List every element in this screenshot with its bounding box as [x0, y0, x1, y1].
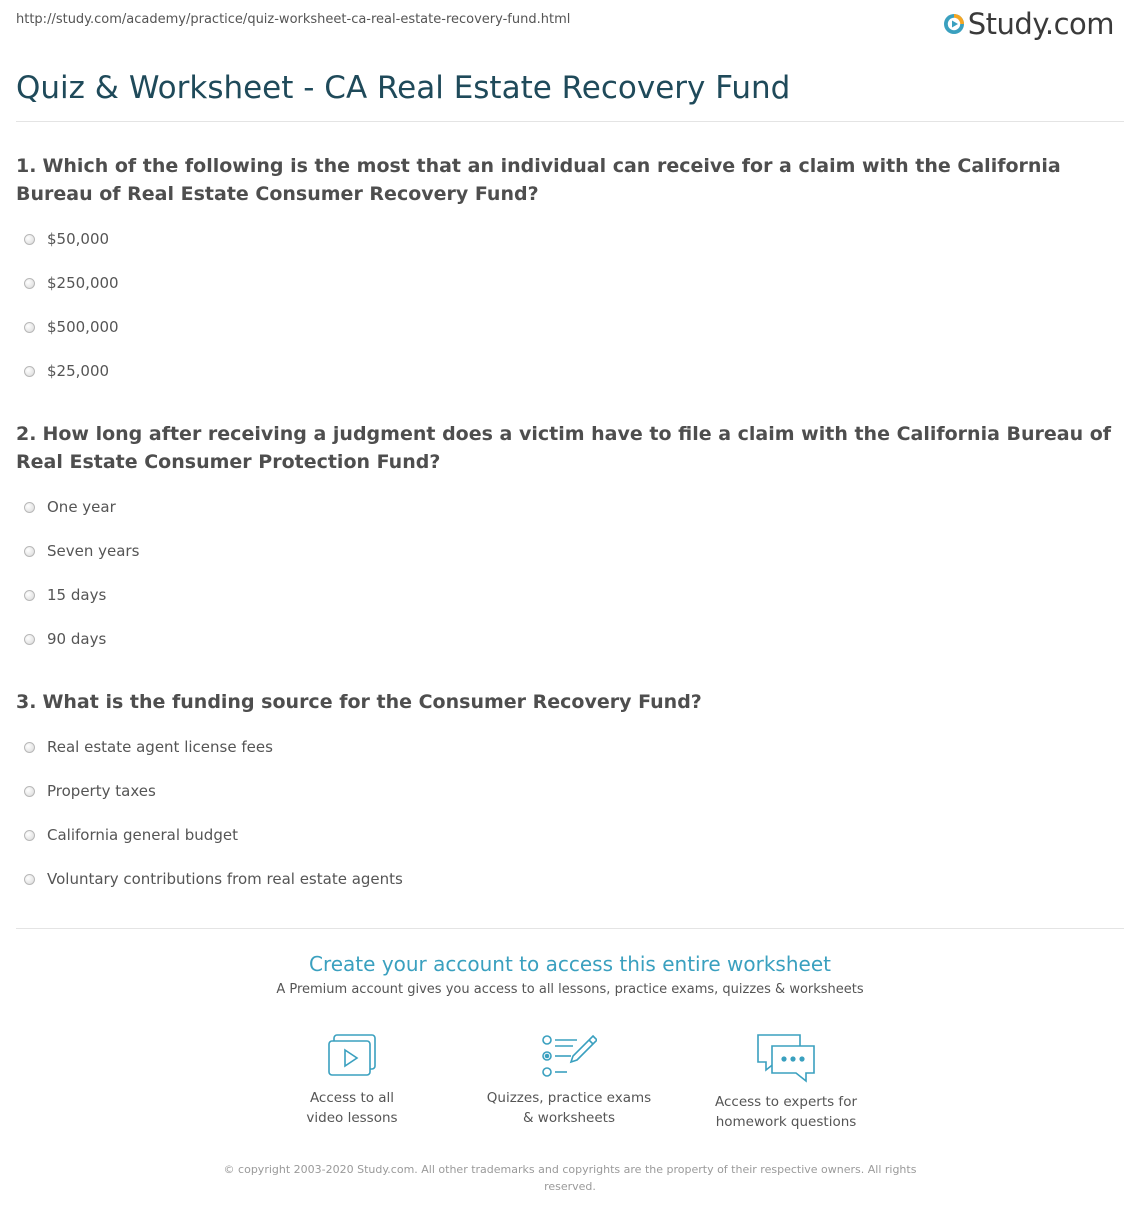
radio-button[interactable]: [24, 278, 35, 289]
feature-video-lessons: [257, 1032, 447, 1128]
study-logo[interactable]: [943, 6, 1114, 42]
question-body: What is the funding source for the Consumer Recovery Fund?: [42, 691, 702, 713]
question-1: [16, 152, 1128, 393]
answer-option[interactable]: [16, 857, 1128, 901]
answer-label: $50,000: [47, 230, 110, 248]
question-text: [16, 688, 1128, 716]
answer-option[interactable]: [16, 529, 1128, 573]
radio-button[interactable]: [24, 546, 35, 557]
answer-option[interactable]: [16, 769, 1128, 813]
radio-button[interactable]: [24, 742, 35, 753]
answer-label: $250,000: [47, 274, 119, 292]
answer-option[interactable]: [16, 349, 1128, 393]
video-lessons-icon: [326, 1032, 378, 1080]
play-logo-icon: [943, 13, 965, 35]
answer-label: Property taxes: [47, 782, 156, 800]
answer-option[interactable]: [16, 617, 1128, 661]
chat-bubbles-icon: [754, 1032, 818, 1084]
divider: [16, 121, 1124, 122]
radio-button[interactable]: [24, 830, 35, 841]
answer-label: 15 days: [47, 586, 107, 604]
divider: [16, 928, 1124, 929]
question-body: How long after receiving a judgment does a victim have to file a claim with the California Bureau of Real Estate Consumer Protection Fund?: [16, 423, 1112, 473]
cta-subtitle: A Premium account gives you access to all lessons, practice exams, quizzes & worksheets: [276, 982, 864, 997]
radio-button[interactable]: [24, 590, 35, 601]
feature-label: Access to experts for homework questions: [714, 1094, 857, 1130]
answer-label: One year: [47, 498, 116, 516]
answer-label: Real estate agent license fees: [47, 738, 273, 756]
answer-label: 90 days: [47, 630, 107, 648]
radio-button[interactable]: [24, 634, 35, 645]
radio-button[interactable]: [24, 366, 35, 377]
quiz-checklist-icon: [541, 1032, 597, 1080]
answer-option[interactable]: [16, 485, 1128, 529]
question-text: [16, 152, 1128, 208]
answer-option[interactable]: [16, 261, 1128, 305]
feature-experts: [691, 1032, 881, 1132]
question-number: 2.: [16, 423, 37, 445]
answer-label: Voluntary contributions from real estate agents: [47, 870, 403, 888]
page-title: Quiz & Worksheet - CA Real Estate Recovery Fund: [16, 70, 791, 106]
logo-text: Study.com: [967, 7, 1114, 41]
answer-option[interactable]: [16, 573, 1128, 617]
answer-option[interactable]: [16, 217, 1128, 261]
answer-label: Seven years: [47, 542, 140, 560]
radio-button[interactable]: [24, 786, 35, 797]
feature-quizzes: [474, 1032, 664, 1128]
answer-option[interactable]: [16, 725, 1128, 769]
answer-label: $25,000: [47, 362, 110, 380]
question-2: [16, 420, 1128, 661]
radio-button[interactable]: [24, 874, 35, 885]
feature-label: Access to all video lessons: [306, 1090, 398, 1126]
question-number: 1.: [16, 155, 37, 177]
feature-label: Quizzes, practice exams & worksheets: [486, 1090, 652, 1126]
question-text: [16, 420, 1128, 476]
question-3: [16, 688, 1128, 901]
copyright-notice: © copyright 2003-2020 Study.com. All other trademarks and copyrights are the property of their respective owners. All rights reserved.: [223, 1163, 917, 1193]
answer-option[interactable]: [16, 813, 1128, 857]
radio-button[interactable]: [24, 502, 35, 513]
answer-option[interactable]: [16, 305, 1128, 349]
radio-button[interactable]: [24, 234, 35, 245]
create-account-link[interactable]: Create your account to access this entire worksheet: [309, 952, 831, 976]
question-body: Which of the following is the most that an individual can receive for a claim with the California Bureau of Real Estate Consumer Recovery Fund?: [16, 155, 1061, 205]
answer-label: California general budget: [47, 826, 238, 844]
answer-label: $500,000: [47, 318, 119, 336]
page-url: http://study.com/academy/practice/quiz-worksheet-ca-real-estate-recovery-fund.html: [16, 12, 571, 27]
radio-button[interactable]: [24, 322, 35, 333]
question-number: 3.: [16, 691, 37, 713]
